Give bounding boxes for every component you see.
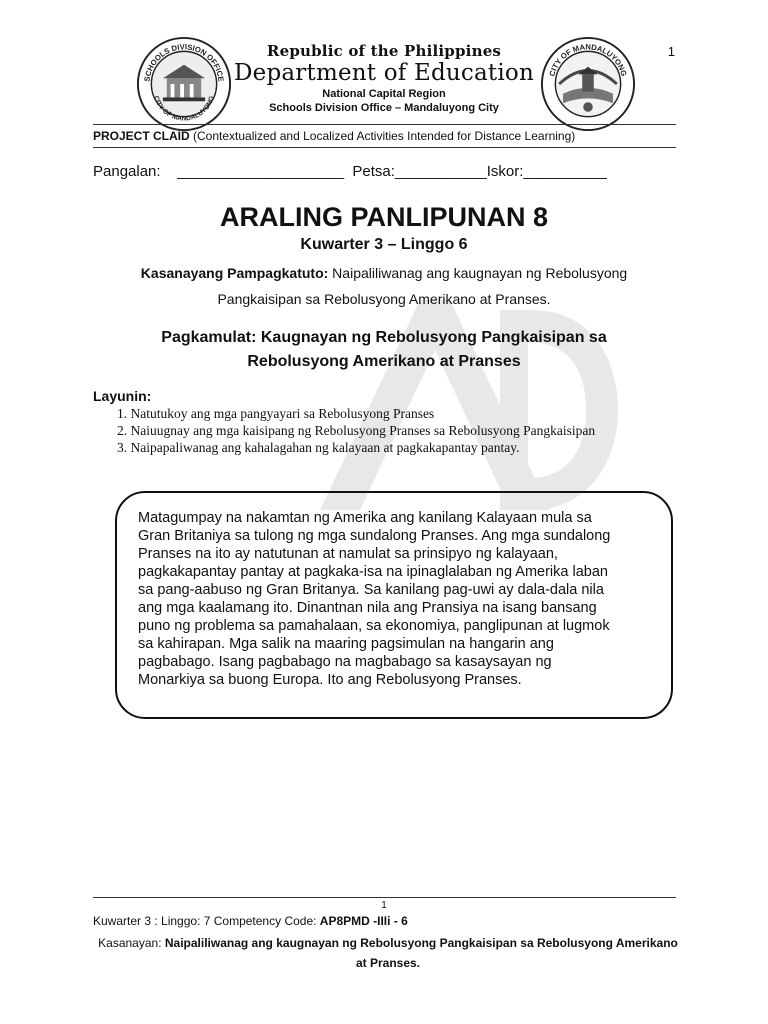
competency [0,260,768,312]
footer-code: AP8PMD -IIIi - 6 [319,914,408,928]
objective-item: 3. Naipapaliwanag ang kahalagahan ng kalayaan at pagkakapantay pantay. [117,440,520,455]
passage-line: Pranses na ito ay natutunan at namulat sa prinsipyo ng kalayaan, [138,546,558,562]
seal-left-top-text: SCHOOLS DIVISION OFFICE [142,42,226,83]
passage-line: Matagumpay na nakamtan ng Amerika ang kanilang Kalayaan mula sa [138,510,592,526]
objective-item: 1. Natutukoy ang mga pangyayari sa Rebolusyong Pranses [117,406,435,421]
footer-kasanayan-text: Naipaliliwanag ang kaugnayan ng Rebolusyong Pangkaisipan sa Rebolusyong Amerikano at Pranses. [164,936,678,970]
footer-kasanayan-label: Kasanayan: [98,936,165,950]
project-description: (Contextualized and Localized Activities Intended for Distance Learning) [189,129,576,143]
footer-kasanayan [93,933,683,973]
passage-text [138,509,658,689]
pagkamulat-line2: Rebolusyong Amerikano at Pranses [247,353,521,370]
pagkamulat-line1: Pagkamulat: Kaugnayan ng Rebolusyong Pangkaisipan sa [161,329,607,346]
passage-line: sa kahirapan. Mga salik na maaring pagsimulan na hangarin ang [138,636,554,652]
passage-line: Gran Britaniya sa tulong ng mga sundalong Pranses. Ang mga sundalong [138,528,611,544]
footer-competency-code [93,914,408,928]
republic-heading: Republic of the Philippines [266,42,502,60]
footer-code-prefix: Kuwarter 3 : Linggo: 7 Competency Code: [93,914,320,928]
passage-line: Monarkiya sa buong Europa. Ito ang Rebolusyong Pranses. [138,672,522,688]
seal-left-bottom-text: CITY OF MANDALUYONG [152,95,216,123]
competency-text-line2: Pangkaisipan sa Rebolusyong Amerikano at Pranses. [217,291,551,307]
page-number-top: 1 [667,44,675,59]
header-divider-bottom [93,147,676,148]
division-heading: Schools Division Office – Mandaluyong City [269,102,499,114]
passage-line: ang mga kaalamang ito. Dinantnan nila ang Pransiya na isang bansang [138,600,597,616]
pagkamulat-heading [0,326,768,374]
department-heading: Department of Education [234,60,534,86]
region-heading: National Capital Region [322,88,446,100]
passage-line: sa pang-aabuso ng Gran Britanya. Sa kanilang pag-uwi ay dala-dala nila [138,582,604,598]
objectives-list [117,405,595,456]
student-info-line: Pangalan: ____________________ Petsa:___________Iskor:__________ [93,163,607,180]
competency-text-line1: Naipaliliwanag ang kaugnayan ng Rebolusyong [328,265,628,281]
quarter-week: Kuwarter 3 – Linggo 6 [300,236,468,253]
passage-line: puno ng problema sa pamahalaan, sa ekonomiya, panglipunan at lugmok [138,618,610,634]
project-name: PROJECT CLAID [93,129,190,143]
passage-line: pagbabago. Isang pagbabago na magbabago sa kasaysayan ng [138,654,552,670]
competency-label: Kasanayang Pampagkatuto: [140,265,329,281]
project-line [93,129,575,143]
seal-right-text: CITY OF MANDALUYONG [547,42,629,78]
layunin-heading: Layunin: [93,388,152,404]
header-divider-top [93,124,676,125]
page-title: ARALING PANLIPUNAN 8 [219,202,548,232]
footer-divider [93,897,676,898]
passage-line: pagkakapantay pantay at pagkaka-isa na ipinaglalaban ng Amerika laban [138,564,608,580]
footer-page-number: 1 [381,900,387,911]
watermark-logo-icon [300,280,620,520]
objective-item: 2. Naiuugnay ang mga kaisipang ng Rebolusyong Pranses sa Rebolusyong Pangkaisipan [117,423,596,438]
